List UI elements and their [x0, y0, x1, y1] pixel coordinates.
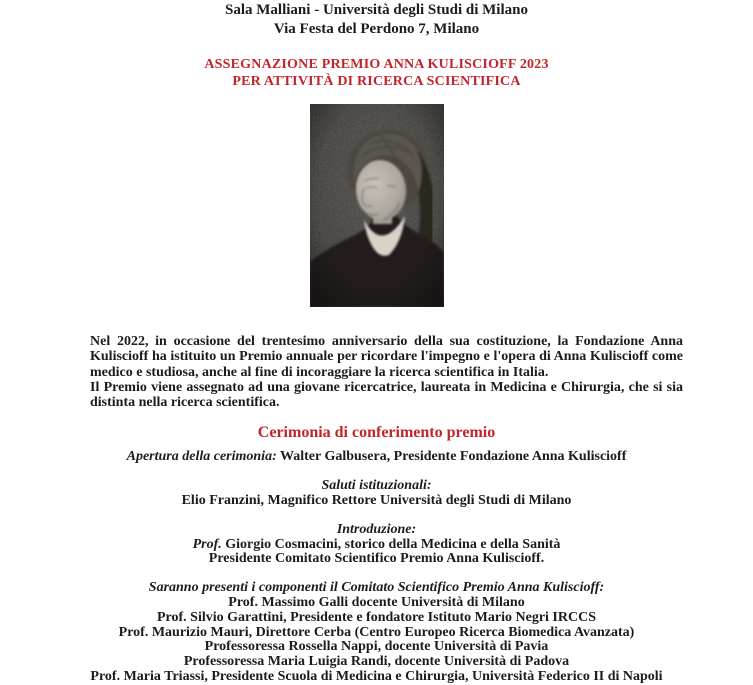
- ceremony-heading: Cerimonia di conferimento premio: [257, 424, 496, 442]
- venue-line: Sala Malliani - Università degli Studi di Milano: [225, 2, 528, 18]
- ceremony-program: [0, 450, 753, 684]
- award-title-line1: ASSEGNAZIONE PREMIO ANNA KULISCIOFF 2023: [204, 57, 549, 72]
- apertura-speaker: Walter Galbusera, Presidente Fondazione Anna Kuliscioff: [276, 449, 627, 465]
- spacer: [0, 567, 753, 581]
- saluti-label: Saluti istituzionali:: [321, 478, 432, 494]
- comitato-member: Professoressa Maria Luigia Randi, docente Università di Padova: [183, 654, 570, 670]
- saluti-speaker: Elio Franzini, Magnifico Rettore Università degli Studi di Milano: [181, 493, 572, 509]
- anna-kuliscioff-portrait-photo: [310, 104, 444, 307]
- comitato-member: Prof. Maurizio Mauri, Direttore Cerba (Centro Europeo Ricerca Biomedica Avanzata): [118, 624, 635, 640]
- apertura-line: [0, 450, 753, 465]
- comitato-label: Saranno presenti i componenti il Comitato Scientifico Premio Anna Kuliscioff:: [148, 580, 605, 596]
- comitato-member: Prof. Maria Triassi, Presidente Scuola di Medicina e Chirurgia, Università Federico II di Napoli: [90, 669, 663, 685]
- introduzione-speaker: [0, 538, 753, 553]
- intro-paragraph-2: Il Premio viene assegnato ad una giovane ricercatrice, laureata in Medicina e Chirurgia, che si sia distinta nella ricerca scientifica.: [90, 379, 683, 411]
- introduzione-speaker-title: Prof.: [192, 536, 222, 552]
- comitato-member: Professoressa Rossella Nappi, docente Università di Pavia: [204, 639, 549, 655]
- introduzione-speaker-name: Giorgio Cosmacini, storico della Medicina e della Sanità: [221, 536, 561, 552]
- award-title: [0, 57, 753, 90]
- address-line: Via Festa del Perdono 7, Milano: [273, 21, 480, 37]
- portrait-illustration: [310, 104, 444, 307]
- intro-paragraph-1: Nel 2022, in occasione del trentesimo anniversario della sua costituzione, la Fondazione Anna Kuliscioff ha istituito un Premio annuale per ricordare l'impegno e l'opera di Anna Kuliscioff come medico e studiosa, anche al fine di incoraggiare la ricerca scientifica in Italia.: [90, 334, 683, 380]
- award-title-line2: PER ATTIVITÀ DI RICERCA SCIENTIFICA: [232, 73, 521, 89]
- comitato-member: Prof. Massimo Galli docente Università di Milano: [228, 595, 525, 611]
- venue-header: [0, 0, 753, 39]
- spacer: [0, 509, 753, 523]
- introduzione-role: Presidente Comitato Scientifico Premio Anna Kuliscioff.: [208, 551, 545, 567]
- comitato-member: Prof. Silvio Garattini, Presidente e fondatore Istituto Mario Negri IRCCS: [156, 609, 596, 625]
- apertura-label: Apertura della cerimonia:: [126, 449, 277, 465]
- intro-text: [90, 334, 683, 410]
- introduzione-label: Introduzione:: [336, 521, 417, 537]
- spacer: [0, 465, 753, 479]
